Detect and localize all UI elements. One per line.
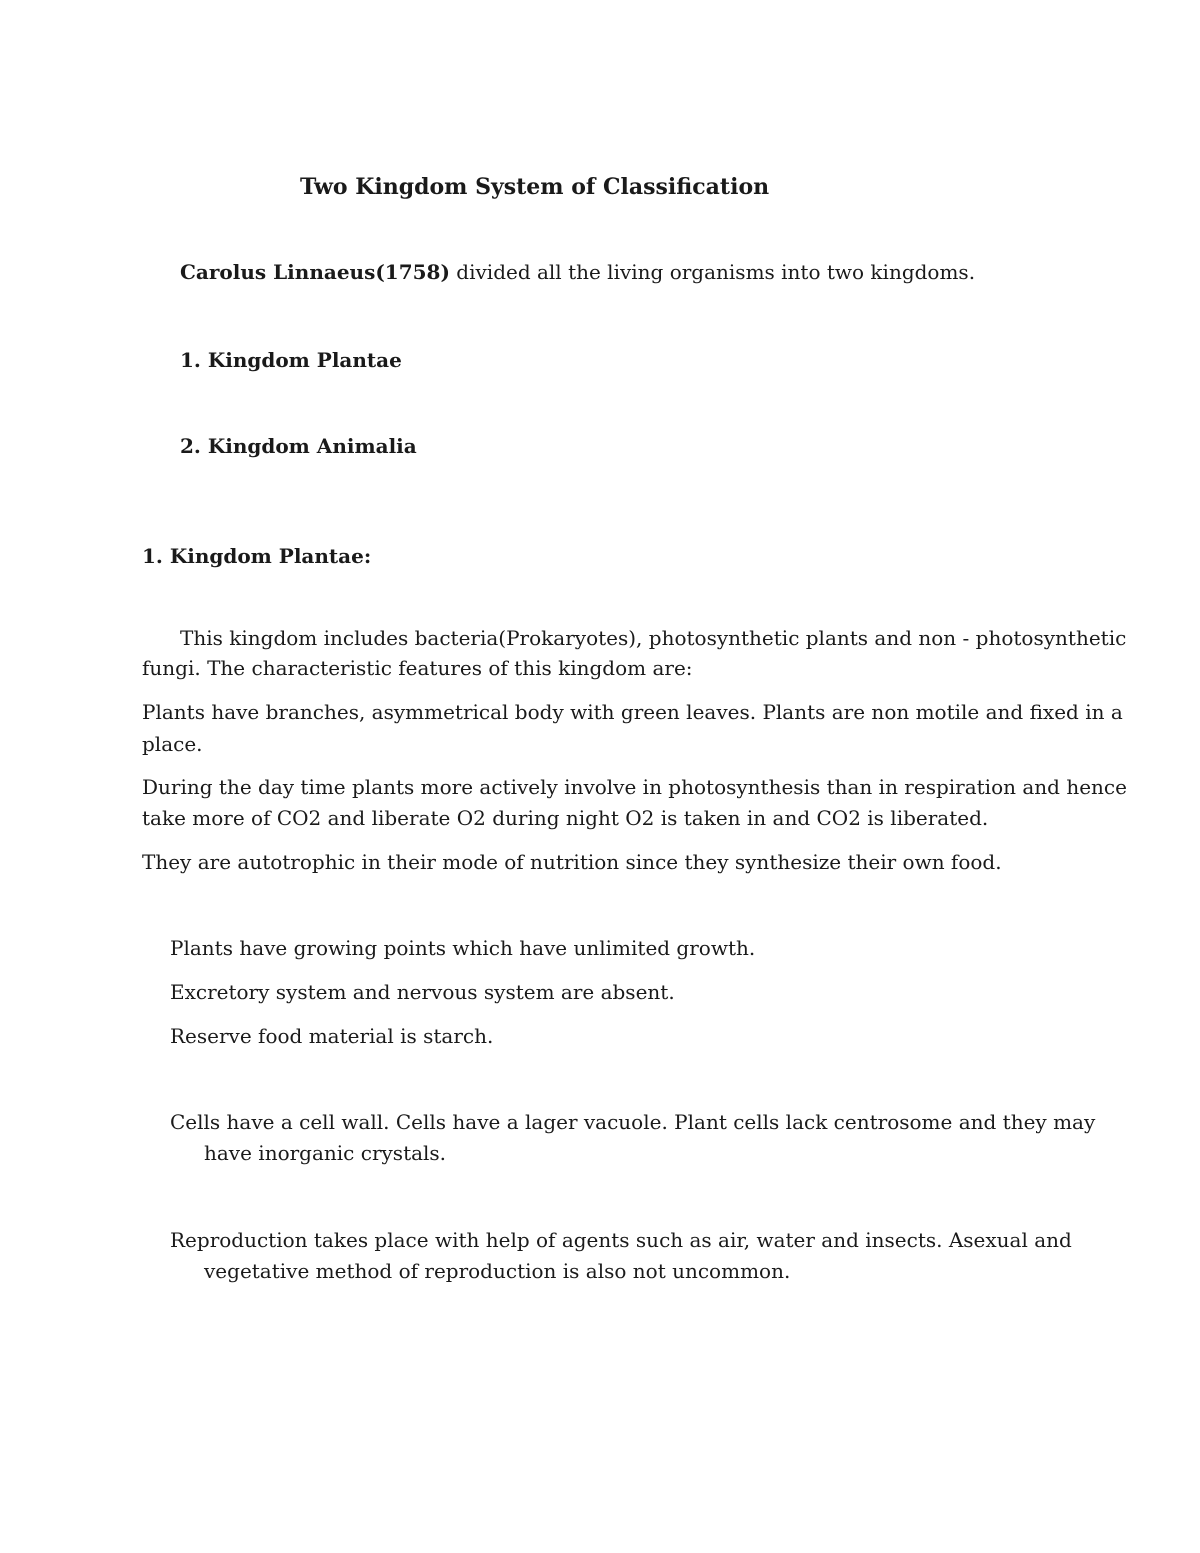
- list-item-growth: Plants have growing points which have unlimited growth.: [170, 936, 756, 960]
- section-heading: 1. Kingdom Plantae:: [142, 544, 372, 568]
- intro-text: divided all the living organisms into two kingdoms.: [449, 260, 976, 284]
- paragraph-3-line-2: take more of CO2 and liberate O2 during night O2 is taken in and CO2 is liberated.: [142, 806, 989, 830]
- paragraph-4: They are autotrophic in their mode of nutrition since they synthesize their own food.: [142, 850, 1002, 874]
- kingdom-list-item-plantae: 1. Kingdom Plantae: [180, 348, 402, 372]
- paragraph-3-line-1: During the day time plants more actively involve in photosynthesis than in respiration and hence: [142, 775, 1127, 799]
- list-item-systems: Excretory system and nervous system are absent.: [170, 980, 675, 1004]
- paragraph-1-line-2: fungi. The characteristic features of this kingdom are:: [142, 656, 693, 680]
- list-item-reserve-food: Reserve food material is starch.: [170, 1024, 494, 1048]
- cells-item-line-1: Cells have a cell wall. Cells have a lager vacuole. Plant cells lack centrosome and they may: [170, 1110, 1096, 1134]
- cells-item-line-2: have inorganic crystals.: [204, 1141, 447, 1165]
- paragraph-2-line-2: place.: [142, 732, 203, 756]
- reproduction-item-line-1: Reproduction takes place with help of agents such as air, water and insects. Asexual and: [170, 1228, 1072, 1252]
- reproduction-item-line-2: vegetative method of reproduction is also not uncommon.: [204, 1259, 791, 1283]
- paragraph-1-line-1: This kingdom includes bacteria(Prokaryotes), photosynthetic plants and non - photosynthetic: [180, 626, 1127, 650]
- document-title: Two Kingdom System of Classification: [300, 174, 770, 200]
- intro-line: [180, 260, 975, 284]
- paragraph-2-line-1: Plants have branches, asymmetrical body with green leaves. Plants are non motile and fixed in a: [142, 700, 1123, 724]
- intro-author: Carolus Linnaeus(1758): [180, 260, 450, 284]
- kingdom-list-item-animalia: 2. Kingdom Animalia: [180, 434, 417, 458]
